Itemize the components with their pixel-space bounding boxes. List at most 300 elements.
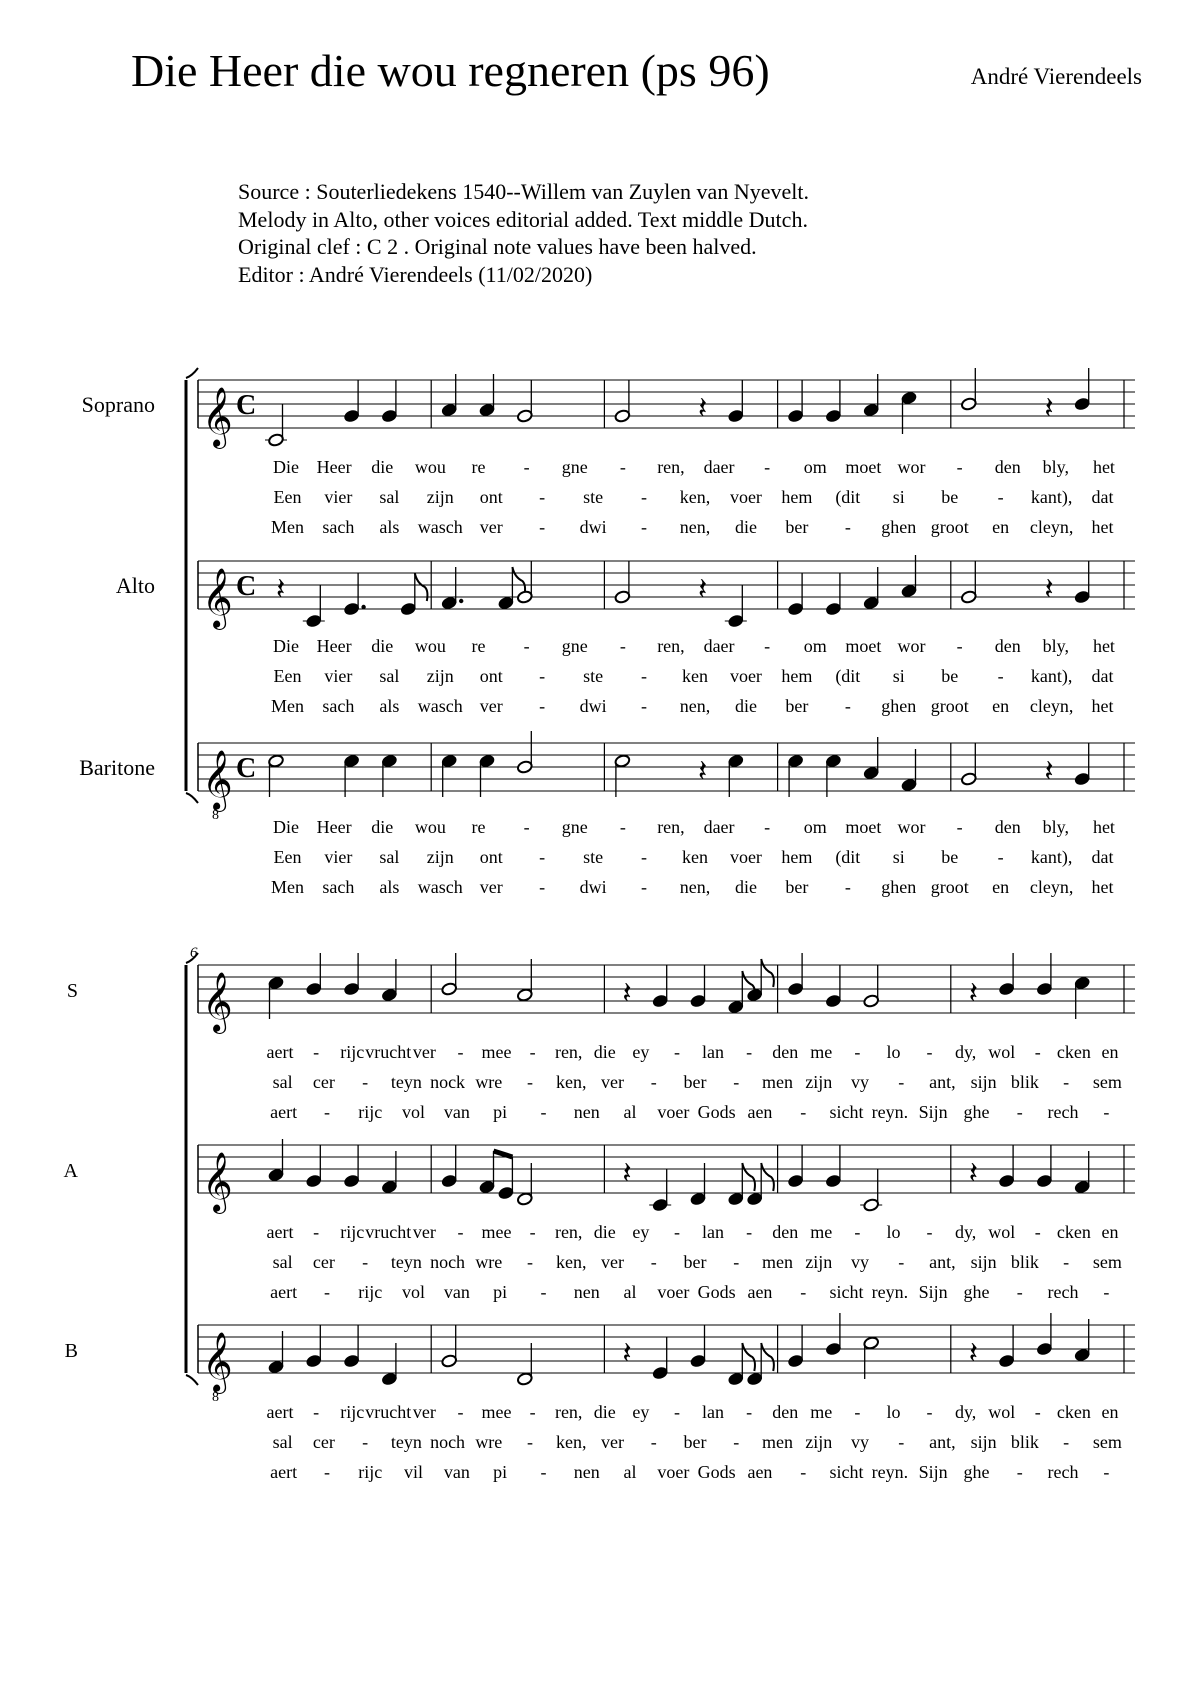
lyric-syllable: den (994, 636, 1021, 656)
lyric-syllable: - (764, 817, 771, 837)
lyric-syllable: ren, (657, 636, 685, 656)
note-head (1074, 772, 1091, 786)
lyric-syllable: vy (850, 1432, 869, 1452)
lyric-syllable: vy (850, 1072, 869, 1092)
note-head (306, 1174, 323, 1188)
lyric-syllable: (dit (835, 487, 861, 507)
note-head (787, 754, 804, 768)
lyric-syllable: - (898, 1072, 905, 1092)
lyric-syllable: - (540, 1282, 547, 1302)
lyric-syllable: ren, (657, 457, 685, 477)
lyric-syllable: vier (324, 847, 353, 867)
lyric-syllable: dwi (579, 877, 607, 897)
time-signature: C (236, 571, 257, 602)
lyric-syllable: wor (897, 457, 926, 477)
lyric-syllable: zijn (426, 847, 454, 867)
lyric-syllable: nen, (679, 877, 711, 897)
lyric-syllable: Heer (316, 636, 352, 656)
note-head (268, 433, 285, 447)
lyric-syllable: ver (479, 696, 503, 716)
lyric-syllable: ey (632, 1042, 650, 1062)
lyric-syllable: ghen (881, 517, 917, 537)
lyric-syllable: - (733, 1072, 740, 1092)
note-head (863, 403, 880, 417)
lyric-syllable: vol (402, 1282, 426, 1302)
lyric-syllable: aen (747, 1462, 773, 1482)
lyric-syllable: kant), (1030, 666, 1073, 686)
lyric-syllable: - (313, 1402, 320, 1422)
lyric-syllable: - (540, 1102, 547, 1122)
note-head (1074, 590, 1091, 604)
note-head (441, 754, 458, 768)
lyric-syllable: bly, (1042, 636, 1070, 656)
lyric-syllable: ste (583, 666, 604, 686)
lyric-syllable: noch (430, 1252, 466, 1272)
quarter-rest: 𝄽 (622, 1337, 632, 1370)
lyric-syllable: - (457, 1402, 464, 1422)
note-head (1074, 976, 1091, 990)
note-head (746, 1192, 763, 1206)
note-head (863, 994, 880, 1008)
lyric-syllable: dy, (954, 1222, 977, 1242)
note-head (1074, 397, 1091, 411)
lyric-syllable: mee (481, 1402, 512, 1422)
lyric-syllable: - (997, 666, 1004, 686)
lyric-syllable: groot (930, 877, 969, 897)
note-head (728, 614, 745, 628)
lyric-syllable: dat (1091, 847, 1114, 867)
lyric-syllable: wou (414, 636, 446, 656)
lyric-syllable: be (941, 847, 959, 867)
lyric-syllable: - (457, 1042, 464, 1062)
note-head (961, 772, 978, 786)
lyric-syllable: Sijn (918, 1462, 948, 1482)
lyric-syllable: als (379, 696, 400, 716)
lyric-syllable: hem (781, 847, 813, 867)
lyric-syllable: - (854, 1042, 861, 1062)
note-head (343, 1354, 360, 1368)
lyric-syllable: cleyn, (1029, 877, 1074, 897)
note-head (787, 1354, 804, 1368)
note-head (1036, 1174, 1053, 1188)
lyric-syllable: - (539, 517, 546, 537)
lyric-syllable: - (926, 1402, 933, 1422)
lyric-syllable: al (623, 1462, 637, 1482)
quarter-rest: 𝄽 (622, 977, 632, 1010)
lyric-syllable: die (593, 1222, 616, 1242)
lyric-syllable: voer (657, 1462, 690, 1482)
lyric-syllable: - (523, 457, 530, 477)
lyric-syllable: groot (930, 517, 969, 537)
treble-clef-icon: 𝄞 (202, 389, 233, 446)
lyric-syllable: ver (601, 1072, 625, 1092)
note-head (306, 982, 323, 996)
lyric-syllable: sijn (970, 1252, 997, 1272)
note-head (479, 754, 496, 768)
lyric-syllable: - (746, 1042, 753, 1062)
lyric-syllable: gne (561, 457, 588, 477)
note-head (825, 994, 842, 1008)
lyric-syllable: - (844, 696, 851, 716)
note-head (306, 1354, 323, 1368)
note-head (441, 403, 458, 417)
lyric-syllable: en (1101, 1402, 1119, 1422)
lyric-syllable: het (1091, 517, 1114, 537)
lyric-syllable: sijn (970, 1072, 997, 1092)
lyric-syllable: hem (781, 666, 813, 686)
lyric-syllable: sach (322, 696, 355, 716)
lyric-syllable: ont (479, 666, 503, 686)
lyric-syllable: wasch (417, 517, 463, 537)
note-head (381, 988, 398, 1002)
lyric-syllable: zijn (426, 666, 454, 686)
note-head (517, 1192, 534, 1206)
lyric-syllable: sach (322, 877, 355, 897)
lyric-syllable: - (1063, 1252, 1070, 1272)
lyric-syllable: ver (479, 517, 503, 537)
octave-clef-marker: 8 (212, 808, 219, 823)
lyric-syllable: dy, (954, 1042, 977, 1062)
lyric-syllable: - (800, 1102, 807, 1122)
note-head (498, 1186, 515, 1200)
note-head (787, 1174, 804, 1188)
lyric-syllable: van (443, 1282, 470, 1302)
note-head (652, 994, 669, 1008)
lyric-syllable: Die (273, 817, 300, 837)
lyric-syllable: vrucht (365, 1402, 412, 1422)
note-head (961, 590, 978, 604)
lyric-syllable: - (540, 1462, 547, 1482)
lyric-syllable: ghe (963, 1462, 990, 1482)
lyric-syllable: ren, (554, 1042, 583, 1062)
lyric-syllable: me (810, 1402, 833, 1422)
lyric-syllable: cken (1056, 1042, 1091, 1062)
lyric-syllable: - (956, 817, 963, 837)
lyric-syllable: bly, (1042, 817, 1070, 837)
lyric-syllable: - (539, 666, 546, 686)
note-head (517, 590, 534, 604)
note-head (1036, 1342, 1053, 1356)
note-flag (512, 567, 525, 595)
time-signature: C (236, 390, 257, 421)
lyric-syllable: ken, (556, 1072, 587, 1092)
lyric-syllable: vrucht (365, 1222, 412, 1242)
lyric-syllable: zijn (805, 1072, 833, 1092)
lyric-syllable: lo (886, 1042, 901, 1062)
lyric-syllable: Sijn (918, 1102, 948, 1122)
lyric-syllable: sicht (829, 1102, 864, 1122)
lyric-syllable: aen (747, 1282, 773, 1302)
lyric-syllable: vier (324, 487, 353, 507)
lyric-syllable: - (323, 1102, 330, 1122)
lyric-syllable: Men (270, 877, 304, 897)
note-head (517, 1372, 534, 1386)
lyric-syllable: gne (561, 636, 588, 656)
note-head (746, 1372, 763, 1386)
lyric-syllable: moet (845, 817, 882, 837)
octave-clef-marker: 8 (212, 1390, 219, 1405)
staff-label: Baritone (79, 755, 155, 780)
lyric-syllable: nen (573, 1102, 600, 1122)
lyric-syllable: wou (414, 457, 446, 477)
lyric-syllable: voer (729, 487, 762, 507)
lyric-syllable: - (527, 1432, 534, 1452)
time-signature: C (236, 753, 257, 784)
lyric-syllable: ber (683, 1252, 707, 1272)
lyric-syllable: wol (988, 1222, 1016, 1242)
lyric-syllable: ant, (929, 1432, 956, 1452)
lyric-syllable: ont (479, 847, 503, 867)
note-flag (761, 959, 774, 987)
lyric-syllable: mee (481, 1222, 512, 1242)
note-beam (494, 1151, 513, 1157)
lyric-syllable: ber (683, 1432, 707, 1452)
measure-number: 6 (190, 945, 198, 961)
lyric-syllable: aert (266, 1402, 294, 1422)
note-head (517, 988, 534, 1002)
lyric-syllable: cleyn, (1029, 696, 1074, 716)
lyric-syllable: al (623, 1282, 637, 1302)
lyric-syllable: en (992, 877, 1010, 897)
lyric-syllable: en (992, 517, 1010, 537)
note-head (400, 602, 417, 616)
lyric-syllable: hem (781, 487, 813, 507)
quarter-rest: 𝄽 (622, 1157, 632, 1190)
note-head (1074, 1180, 1091, 1194)
lyric-syllable: - (854, 1222, 861, 1242)
source-line: Melody in Alto, other voices editorial added. Text middle Dutch. (238, 206, 808, 232)
lyric-syllable: die (593, 1042, 616, 1062)
lyric-syllable: daer (703, 457, 735, 477)
augmentation-dot (361, 605, 365, 609)
lyric-syllable: me (810, 1042, 833, 1062)
note-head (901, 778, 918, 792)
note-head (787, 602, 804, 616)
lyric-syllable: - (1063, 1432, 1070, 1452)
note-head (746, 988, 763, 1002)
lyric-syllable: het (1092, 457, 1115, 477)
lyric-syllable: ren, (554, 1402, 583, 1422)
lyric-syllable: rech (1047, 1102, 1079, 1122)
note-head (728, 1192, 745, 1206)
lyric-syllable: Sijn (918, 1282, 948, 1302)
lyric-syllable: al (623, 1102, 637, 1122)
lyric-syllable: - (926, 1042, 933, 1062)
lyric-syllable: men (761, 1432, 793, 1452)
lyric-syllable: Men (270, 517, 304, 537)
note-head (306, 614, 323, 628)
lyric-syllable: moet (845, 636, 882, 656)
lyric-syllable: - (529, 1402, 536, 1422)
lyric-syllable: - (362, 1432, 369, 1452)
lyric-syllable: - (1103, 1102, 1110, 1122)
lyric-syllable: ant, (929, 1252, 956, 1272)
note-head (498, 596, 515, 610)
lyric-syllable: het (1091, 696, 1114, 716)
lyric-syllable: ghen (881, 877, 917, 897)
note-head (343, 409, 360, 423)
lyric-syllable: re (471, 817, 486, 837)
source-line: Source : Souterliedekens 1540--Willem van Zuylen van Nyevelt. (238, 179, 809, 204)
lyric-syllable: - (539, 696, 546, 716)
lyric-syllable: die (734, 517, 757, 537)
lyric-syllable: sal (272, 1072, 293, 1092)
note-head (863, 596, 880, 610)
lyric-syllable: aert (270, 1102, 298, 1122)
lyric-syllable: wol (988, 1042, 1016, 1062)
lyric-syllable: cer (312, 1072, 335, 1092)
lyric-syllable: voer (729, 847, 762, 867)
lyric-syllable: - (641, 877, 648, 897)
lyric-syllable: teyn (390, 1072, 422, 1092)
lyric-syllable: re (471, 636, 486, 656)
lyric-syllable: - (844, 517, 851, 537)
lyric-syllable: wor (897, 817, 926, 837)
lyric-syllable: Gods (697, 1102, 736, 1122)
lyric-syllable: - (800, 1462, 807, 1482)
lyric-syllable: nen, (679, 696, 711, 716)
lyric-syllable: ver (601, 1252, 625, 1272)
note-head (381, 1180, 398, 1194)
lyric-syllable: ghe (963, 1102, 990, 1122)
lyric-syllable: - (956, 457, 963, 477)
note-head (268, 1360, 285, 1374)
lyric-syllable: rijc (358, 1282, 383, 1302)
lyric-syllable: ant, (929, 1072, 956, 1092)
note-head (268, 754, 285, 768)
lyric-syllable: men (761, 1252, 793, 1272)
lyric-syllable: ghe (963, 1282, 990, 1302)
lyric-syllable: wor (897, 636, 926, 656)
lyric-syllable: aert (270, 1282, 298, 1302)
lyric-syllable: sem (1092, 1432, 1122, 1452)
lyric-syllable: pi (493, 1282, 508, 1302)
lyric-syllable: (dit (835, 666, 861, 686)
lyric-syllable: vy (850, 1252, 869, 1272)
note-head (901, 584, 918, 598)
lyric-syllable: wasch (417, 696, 463, 716)
lyric-syllable: rech (1047, 1462, 1079, 1482)
note-head (517, 760, 534, 774)
lyric-syllable: ken, (556, 1252, 587, 1272)
lyric-syllable: - (956, 636, 963, 656)
lyric-syllable: - (673, 1042, 680, 1062)
lyric-syllable: - (650, 1432, 657, 1452)
lyric-syllable: nock (430, 1072, 466, 1092)
lyric-syllable: blik (1010, 1072, 1039, 1092)
note-head (690, 994, 707, 1008)
lyric-syllable: gne (561, 817, 588, 837)
note-head (614, 590, 631, 604)
note-head (381, 754, 398, 768)
lyric-syllable: - (313, 1042, 320, 1062)
lyric-syllable: (dit (835, 847, 861, 867)
note-head (998, 1174, 1015, 1188)
lyric-syllable: si (892, 847, 905, 867)
treble-clef-icon: 𝄞 (202, 974, 233, 1031)
lyric-syllable: - (619, 636, 626, 656)
lyric-syllable: den (994, 457, 1021, 477)
quarter-rest: 𝄽 (968, 977, 978, 1010)
lyric-syllable: om (803, 636, 827, 656)
note-flag (742, 1163, 755, 1191)
score-title: Die Heer die wou regneren (ps 96) (131, 45, 770, 96)
lyric-syllable: - (641, 666, 648, 686)
lyric-syllable: be (941, 487, 959, 507)
note-head (343, 602, 360, 616)
lyric-syllable: reyn. (871, 1102, 909, 1122)
note-head (441, 1354, 458, 1368)
lyric-syllable: het (1092, 817, 1115, 837)
lyric-syllable: dwi (579, 696, 607, 716)
lyric-syllable: wou (414, 817, 446, 837)
lyric-syllable: aen (747, 1102, 773, 1122)
lyric-syllable: men (761, 1072, 793, 1092)
note-head (652, 1198, 669, 1212)
lyric-syllable: ken, (679, 487, 711, 507)
lyric-syllable: ren, (554, 1222, 583, 1242)
lyric-syllable: ken, (556, 1432, 587, 1452)
lyric-syllable: aert (270, 1462, 298, 1482)
lyric-syllable: - (529, 1222, 536, 1242)
lyric-syllable: kant), (1030, 847, 1073, 867)
lyric-syllable: Een (273, 847, 302, 867)
lyric-syllable: voer (729, 666, 762, 686)
lyric-syllable: den (772, 1042, 799, 1062)
lyric-syllable: om (803, 457, 827, 477)
note-head (479, 1180, 496, 1194)
note-head (901, 391, 918, 405)
note-head (1074, 1348, 1091, 1362)
note-head (614, 409, 631, 423)
note-head (441, 1174, 458, 1188)
lyric-syllable: ste (583, 847, 604, 867)
treble-clef-icon: 𝄞 (202, 1154, 233, 1211)
lyric-syllable: het (1091, 877, 1114, 897)
lyric-syllable: - (673, 1222, 680, 1242)
lyric-syllable: mee (481, 1042, 512, 1062)
note-head (728, 409, 745, 423)
note-head (1036, 982, 1053, 996)
lyric-syllable: ghen (881, 696, 917, 716)
lyric-syllable: - (926, 1222, 933, 1242)
note-head (268, 1168, 285, 1182)
lyric-syllable: - (619, 457, 626, 477)
lyric-syllable: kant), (1030, 487, 1073, 507)
lyric-syllable: Gods (697, 1282, 736, 1302)
lyric-syllable: zijn (426, 487, 454, 507)
lyric-syllable: - (362, 1252, 369, 1272)
lyric-syllable: cer (312, 1252, 335, 1272)
lyric-syllable: teyn (390, 1432, 422, 1452)
treble-clef-icon: 𝄞 (202, 752, 233, 809)
lyric-syllable: sal (379, 847, 400, 867)
quarter-rest: 𝄽 (968, 1157, 978, 1190)
lyric-syllable: Een (273, 487, 302, 507)
note-flag (761, 1163, 774, 1191)
lyric-syllable: voer (657, 1102, 690, 1122)
lyric-syllable: nen (573, 1282, 600, 1302)
lyric-syllable: - (1016, 1462, 1023, 1482)
lyric-syllable: - (457, 1222, 464, 1242)
lyric-syllable: - (1034, 1402, 1041, 1422)
composer-name: André Vierendeels (970, 64, 1142, 89)
lyric-syllable: vier (324, 666, 353, 686)
lyric-syllable: - (733, 1432, 740, 1452)
lyric-syllable: die (593, 1402, 616, 1422)
quarter-rest: 𝄽 (968, 1337, 978, 1370)
lyric-syllable: - (1034, 1222, 1041, 1242)
